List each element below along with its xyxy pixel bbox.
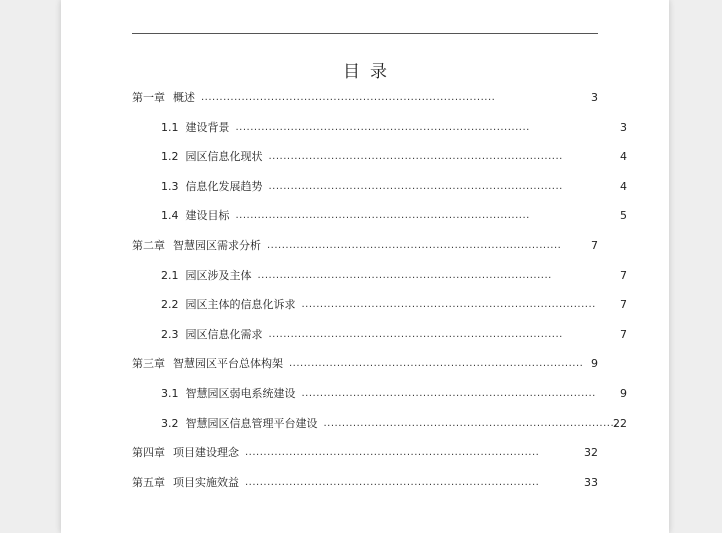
- toc-entry-label: 园区涉及主体: [185, 268, 252, 282]
- toc-entry-page: 4: [620, 179, 627, 193]
- toc-leader-dots: ................................................................................: [267, 240, 562, 251]
- toc-entry[interactable]: [132, 118, 627, 138]
- toc-entry-label: 智慧园区需求分析: [173, 239, 261, 252]
- toc-entry[interactable]: [132, 354, 598, 374]
- toc-entry-page: 22: [613, 416, 627, 430]
- toc-entry[interactable]: [132, 473, 598, 493]
- toc-entry-page: 9: [591, 357, 598, 371]
- toc-leader-dots: ................................................................................: [289, 358, 584, 370]
- toc-entry[interactable]: [132, 443, 598, 463]
- toc-entry[interactable]: [132, 147, 627, 167]
- toc-entry-label: 智慧园区弱电系统建设: [185, 387, 296, 400]
- toc-entry[interactable]: [132, 266, 627, 286]
- toc-leader-dots: ................................................................................: [301, 388, 596, 399]
- toc-entry[interactable]: [132, 325, 627, 345]
- toc-leader-dots: ................................................................................: [235, 121, 530, 133]
- toc-entry-number: 第五章: [132, 475, 165, 489]
- toc-entry[interactable]: [132, 414, 627, 434]
- toc-entry-label: 信息化发展趋势: [185, 179, 263, 193]
- toc-entry-page: 3: [591, 91, 598, 104]
- toc-entry-label: 园区信息化需求: [185, 327, 263, 341]
- toc-entry-number: 1.1: [161, 120, 179, 134]
- toc-leader-dots: ................................................................................: [268, 328, 563, 340]
- toc-entry-page: 32: [584, 446, 598, 460]
- toc-entry-label: 建设目标: [185, 209, 230, 223]
- toc-entry[interactable]: [132, 384, 627, 404]
- toc-leader-dots: ................................................................................: [268, 180, 563, 192]
- document-page: [61, 0, 669, 533]
- toc-entry-label: 智慧园区信息管理平台建设: [185, 416, 318, 430]
- toc-entry-page: 7: [620, 327, 627, 341]
- header-rule: [132, 33, 598, 34]
- toc-entry[interactable]: [132, 177, 627, 197]
- toc-entry[interactable]: [132, 295, 627, 315]
- toc-entry-label: 项目建设理念: [173, 446, 239, 460]
- toc-entry-number: 第三章: [132, 357, 165, 371]
- toc-entry-label: 园区信息化现状: [185, 150, 263, 164]
- toc-entry-label: 园区主体的信息化诉求: [185, 298, 296, 312]
- toc-title: 目录: [343, 62, 397, 82]
- toc-entry-number: 1.4: [161, 209, 179, 223]
- toc-entry-label: 概述: [173, 91, 195, 104]
- toc-leader-dots: ................................................................................: [245, 447, 540, 459]
- toc-entry-number: 2.2: [161, 298, 179, 312]
- toc-entry-label: 项目实施效益: [173, 475, 239, 489]
- toc-leader-dots: ................................................................................: [257, 269, 552, 281]
- toc-leader-dots: ................................................................................: [268, 151, 563, 163]
- toc-entry[interactable]: [132, 206, 627, 226]
- toc-entry-number: 第四章: [132, 446, 165, 460]
- toc-entry-number: 第二章: [132, 239, 165, 252]
- toc-entry-page: 4: [620, 150, 627, 164]
- toc-entry[interactable]: [132, 88, 598, 108]
- toc-entry-number: 1.3: [161, 179, 179, 193]
- toc-entry-page: 33: [584, 475, 598, 489]
- toc-entry-page: 5: [620, 209, 627, 223]
- toc-entry-page: 7: [591, 239, 598, 252]
- toc-entry-label: 智慧园区平台总体构架: [173, 357, 283, 371]
- toc-entry-page: 7: [620, 268, 627, 282]
- toc-entry-page: 7: [620, 298, 627, 312]
- toc-leader-dots: ................................................................................: [201, 92, 496, 103]
- toc-leader-dots: ................................................................................: [235, 210, 530, 222]
- toc-entry-label: 建设背景: [185, 120, 230, 134]
- toc-entry-page: 9: [620, 387, 627, 400]
- toc-leader-dots: ................................................................................: [301, 299, 596, 311]
- toc-entry[interactable]: [132, 236, 598, 256]
- toc-leader-dots: ................................................................................: [323, 417, 618, 429]
- toc-entry-number: 3.1: [161, 387, 179, 400]
- toc-entry-number: 2.1: [161, 268, 179, 282]
- toc-leader-dots: ................................................................................: [245, 476, 540, 488]
- toc-entry-number: 2.3: [161, 327, 179, 341]
- toc-entry-page: 3: [620, 120, 627, 134]
- toc-entry-number: 3.2: [161, 416, 179, 430]
- toc-entry-number: 第一章: [132, 91, 165, 104]
- toc-entry-number: 1.2: [161, 150, 179, 164]
